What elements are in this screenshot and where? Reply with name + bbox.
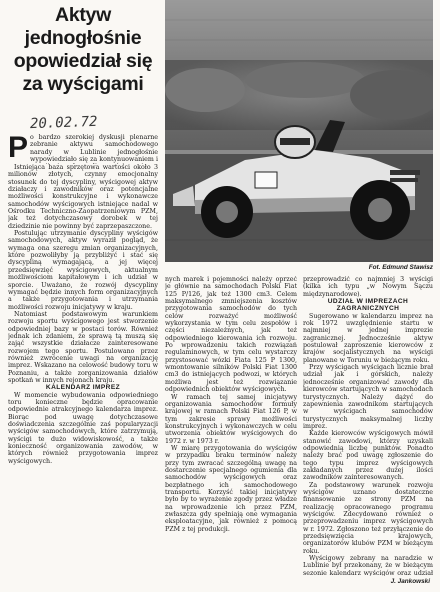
col3-paragraph: Przy wyścigach wyścigach licznie brał udział jak i górskich, należy jednocześnie organizować zawody dla kierowców startujących w samochodach turystycznych. Należy dążyć do zapewnienia zawodnikom startujących w wyścigach samochodów turystycznych maksymalnej liczby imprez. bbox=[303, 364, 433, 430]
racing-car-photo bbox=[165, 0, 433, 262]
col2-paragraph: W ramach tej samej inicjatywy organizowania samochodów formuły krajowej w ramach Polski Fiat 126 P, w tym zakresie sprawy możliwości konstrukcyjnych i wykonawczych w celu utworzenia obiektów wyścigowych do 1972 r. w 1973 r. bbox=[165, 393, 297, 445]
col3-intro: przeprowadzić co najmniej 3 wyścigi (kilka ich typu „w Nowym Sączu międzynarodowe). bbox=[303, 276, 433, 298]
headline-line-3: opowiedział się bbox=[13, 50, 153, 72]
col1-paragraph: W momencie wybudowania odpowiedniego toru konieczne będzie opracowanie odpowiednie atrakcyjnego kalendarza imprez. Biorąc pod uwagę dotychczasowe doświadczenia szczególnie zaś popularyzacji wyścigów samochodowych, które zatrzymują, wyścigi te dużo widowiskowość, a także konieczność organizowania zawodów, w których również przygotowania imprez wyścigowych. bbox=[8, 391, 158, 465]
headline-line-2: jednogłośnie bbox=[24, 27, 142, 49]
lead-text: o bardzo szerokiej dyskusji plenarne zebranie aktywu samochodowego narady w Lublinie jednogłośnie wypowiedziało się za kontynuowaniem i bbox=[30, 134, 158, 164]
handwritten-date: 20.02.72 bbox=[29, 113, 98, 133]
col1-paragraph: Postulując utrzymanie dyscypliny wyścigów samochodowych, aktyw wyraził pogląd, że wymaga ona szeregu zmian organizacyjnych, które pozwoliłyby ją przybliżyć i stać się dyscypliną wymagającą, a jej więcej przedsięwzięć wyścigowych, aktualnym możliwościom kapitałowym i ich udział w sporcie. Uważano, że rozwój dyscypliny wymagać będzie innych form organizacyjnych a także przygotowania i utrzymania możliwości rozwoju inicjatywy w kraju. bbox=[8, 230, 158, 311]
col2-paragraph: W miarę przygotowania do wyścigów w przypadku braku terminów należy przy tym zwracać szczególną uwagę na dostarczenie specjalnego ogumienia dla samochodów wyścigowych oraz bezpłatnego ich samochodowego transportu. Korzyść takiej inicjatywy było by to wyrażenie zgody przez władze na wprowadzenie ich przez PZM, zwłaszcza gdy spełniają one wymagania eksploatacyjne, jak również z pomocą PZM z tej produkcji. bbox=[165, 444, 297, 533]
col3-paragraph: Za podstawowy warunek rozwoju wyścigów uznano dostateczne finansowanie ze strony PZM na realizację opracowanego programu wyścigów. Zdecydowano również o przeprowadzeniu imprez wyścigowych w r. 1972. Zgłoszono też przyłączenie do przedsięwzięcia krajowych, organizatorów klubów PZM w bieżącym roku. bbox=[303, 481, 433, 555]
headline-line-1: Aktyw bbox=[55, 4, 111, 26]
column-2 bbox=[165, 276, 297, 581]
photo-caption: Fot. Edmund Stawisz bbox=[368, 264, 433, 271]
article-headline bbox=[8, 4, 158, 96]
col2-paragraph: nych marek i pojemności należy oprzeć je głównie na samochodach Polski Fiat 125 P/126, jak też 1300 cm3. Celem maksymalnego zmniejszenia kosztów przygotowania samochodów do tych celów rozważyć możliwość wykorzystania w tym celu zespołów i części niezależnych, jak też odpowiedniego kierowania ich rozwoju. Po wprowadzeniu takich rozwiązań regulaminowych, w tym celu wystarczy przystosować wózki Fiata 125 P 1300, wmontowanie silników Polski Fiat 1300 cm3 do istniejących podwozi, w których możliwa jest też rozwiązanie odpowiednich obiektów wyścigowych. bbox=[165, 276, 297, 394]
col1-paragraph: Istniejąca baza sprzętowa wartości około 3 milionów złotych, czynny emocjonalny stosunek do tej dyscypliny, wyścigowej aktyw działaczy i zawodników oraz potencjalne możliwości konstrukcyjne i wykonawcze samochodów wyścigowych istniejące nadal w Ośrodku Techniczno-Zaopatrzeniowym PZM, jak też dotychczasowy dorobek w tej dziedzinie nie powinny być zaprzepaszczone. bbox=[8, 164, 158, 230]
col3-paragraph: Sugerowano w kalendarzu imprez na rok 1972 uwzględnienie startu w najmniej w jednej imprezie zagranicznej. Jednocześnie aktyw postulował zaproszenie kierowców z krajów socjalistycznych na wyścigi planowane w Toruniu w bieżącym roku. bbox=[303, 312, 433, 364]
subhead-udzial: UDZIAŁ W IMPREZACH ZAGRANICZNYCH bbox=[327, 298, 409, 313]
author-signature: J. Jankowski bbox=[390, 578, 430, 585]
col3-paragraph: Wyścigowy zebrany na naradzie w Lublinie był przekonany, że w bieżącym sezonie kalendarz wyścigów oraz udział bbox=[303, 555, 433, 576]
col1-paragraph: Natomiast podstawowym warunkiem rozwoju sportu wyścigowego jest stworzenie odpowiedniej bazy w postaci torów. Również jednak ich zdaniem, że sprawą tą muszą się zająć wszystkie działacze zainteresowane rozwojem tego sportu. Postulowano przez również zwrócenie uwagi na organizację imprez. Wskazano na celowość budowy toru w Poznaniu, a także zorganizowania działów spotkań w innych rejonach kraju. bbox=[8, 310, 158, 384]
headline-line-4: za wyścigami bbox=[22, 73, 144, 95]
subhead-kalendarz: KALENDARZ IMPREZ bbox=[45, 384, 121, 392]
column-3 bbox=[303, 276, 433, 576]
lead-paragraph bbox=[30, 134, 158, 164]
drop-cap: P bbox=[8, 131, 29, 164]
col3-paragraph: Każde kierowców wyścigowych mówił stanowić zawodowi, którzy uzyskali odpowiednią liczbę punktów. Ponadto należy brać pod uwagę zgłoszenie do tego typu imprez wyścigowych zakładanych przez dużej ilości zawodników zainteresowanych. bbox=[303, 430, 433, 482]
column-1 bbox=[8, 164, 158, 584]
